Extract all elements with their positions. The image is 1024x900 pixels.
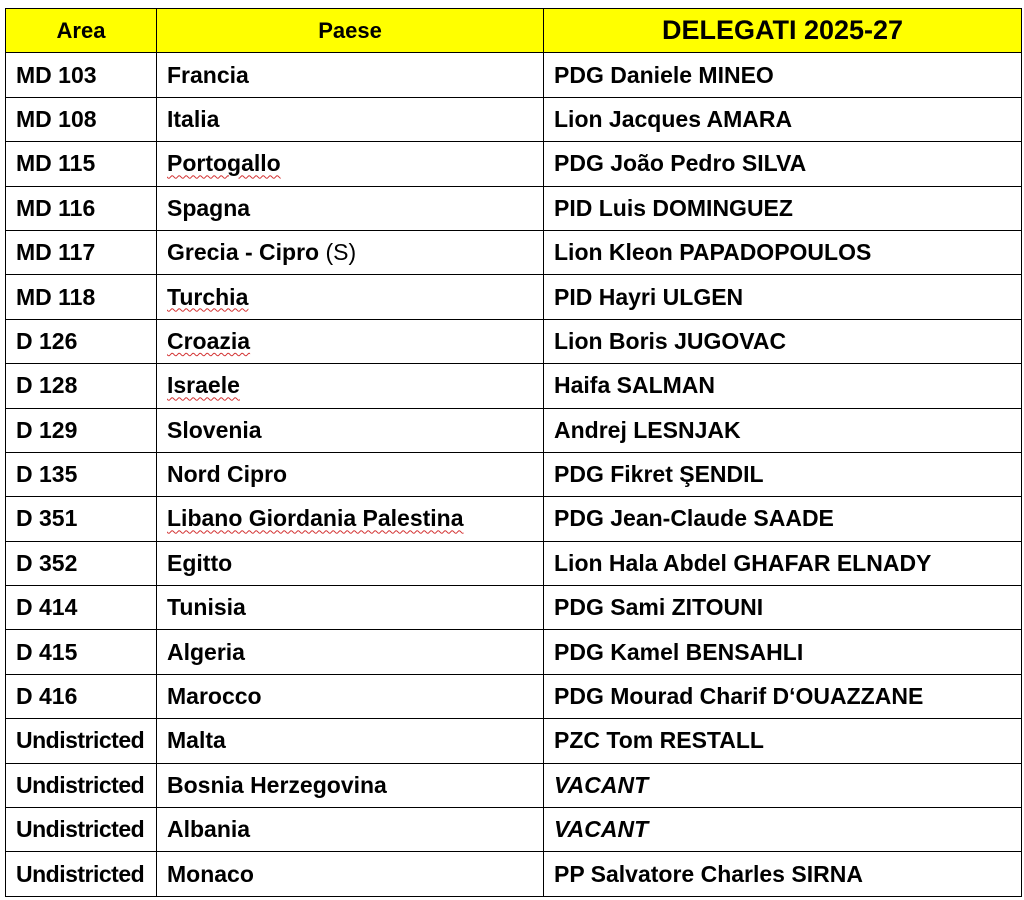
area-cell: D 416 bbox=[6, 674, 157, 718]
paese-cell bbox=[157, 586, 544, 630]
table-row bbox=[6, 364, 1022, 408]
paese-name: Israele bbox=[167, 372, 240, 399]
area-cell: D 126 bbox=[6, 319, 157, 363]
area-cell: D 351 bbox=[6, 497, 157, 541]
area-cell: D 129 bbox=[6, 408, 157, 452]
table-row bbox=[6, 586, 1022, 630]
paese-cell bbox=[157, 97, 544, 141]
delegate-cell: PDG Daniele MINEO bbox=[544, 53, 1022, 97]
paese-name: Grecia - Cipro bbox=[167, 239, 320, 266]
delegati-header: DELEGATI 2025-27 bbox=[544, 9, 1022, 53]
paese-name: Egitto bbox=[167, 549, 233, 576]
delegate-cell: PDG Sami ZITOUNI bbox=[544, 586, 1022, 630]
delegate-cell: Lion Kleon PAPADOPOULOS bbox=[544, 230, 1022, 274]
table-row bbox=[6, 97, 1022, 141]
delegate-cell: Lion Jacques AMARA bbox=[544, 97, 1022, 141]
paese-cell bbox=[157, 719, 544, 763]
paese-cell bbox=[157, 275, 544, 319]
table-row bbox=[6, 630, 1022, 674]
table-row bbox=[6, 808, 1022, 852]
delegate-cell: PDG Fikret ŞENDIL bbox=[544, 452, 1022, 496]
paese-name: Portogallo bbox=[167, 150, 281, 177]
table-row bbox=[6, 53, 1022, 97]
delegate-cell: PID Hayri ULGEN bbox=[544, 275, 1022, 319]
paese-header: Paese bbox=[157, 9, 544, 53]
table-row bbox=[6, 763, 1022, 807]
delegate-cell: Andrej LESNJAK bbox=[544, 408, 1022, 452]
paese-name: Malta bbox=[167, 727, 226, 754]
paese-suffix: (S) bbox=[325, 239, 357, 266]
vacant-delegate-cell: VACANT bbox=[544, 808, 1022, 852]
delegate-cell: PDG Mourad Charif D‘OUAZZANE bbox=[544, 674, 1022, 718]
area-cell: Undistricted bbox=[6, 852, 157, 896]
area-header: Area bbox=[6, 9, 157, 53]
paese-name: Monaco bbox=[167, 860, 254, 887]
paese-cell bbox=[157, 674, 544, 718]
table-row bbox=[6, 142, 1022, 186]
table-row bbox=[6, 186, 1022, 230]
area-cell: MD 117 bbox=[6, 230, 157, 274]
area-cell: D 352 bbox=[6, 541, 157, 585]
area-cell: D 415 bbox=[6, 630, 157, 674]
table-row bbox=[6, 719, 1022, 763]
header-row bbox=[6, 9, 1022, 53]
table-row bbox=[6, 852, 1022, 896]
table-row bbox=[6, 674, 1022, 718]
area-cell: Undistricted bbox=[6, 719, 157, 763]
paese-name: Libano Giordania Palestina bbox=[167, 505, 464, 532]
area-cell: D 135 bbox=[6, 452, 157, 496]
area-cell: MD 115 bbox=[6, 142, 157, 186]
table-row bbox=[6, 275, 1022, 319]
paese-name: Spagna bbox=[167, 194, 251, 221]
delegates-table bbox=[5, 8, 1022, 897]
area-cell: MD 108 bbox=[6, 97, 157, 141]
area-cell: MD 103 bbox=[6, 53, 157, 97]
delegate-cell: PDG Jean-Claude SAADE bbox=[544, 497, 1022, 541]
paese-name: Turchia bbox=[167, 283, 249, 310]
delegate-cell: PDG João Pedro SILVA bbox=[544, 142, 1022, 186]
table-row bbox=[6, 319, 1022, 363]
delegate-cell: PZC Tom RESTALL bbox=[544, 719, 1022, 763]
table-body bbox=[6, 53, 1022, 896]
paese-name: Francia bbox=[167, 61, 249, 88]
paese-cell bbox=[157, 852, 544, 896]
paese-name: Marocco bbox=[167, 683, 262, 710]
paese-cell bbox=[157, 541, 544, 585]
table-row bbox=[6, 408, 1022, 452]
paese-name: Albania bbox=[167, 816, 251, 843]
delegate-cell: Lion Boris JUGOVAC bbox=[544, 319, 1022, 363]
table-row bbox=[6, 497, 1022, 541]
paese-name: Bosnia Herzegovina bbox=[167, 771, 387, 798]
paese-cell bbox=[157, 142, 544, 186]
vacant-delegate-cell: VACANT bbox=[544, 763, 1022, 807]
paese-cell bbox=[157, 364, 544, 408]
paese-cell bbox=[157, 408, 544, 452]
area-cell: Undistricted bbox=[6, 808, 157, 852]
paese-cell bbox=[157, 630, 544, 674]
paese-name: Slovenia bbox=[167, 416, 262, 443]
delegate-cell: Haifa SALMAN bbox=[544, 364, 1022, 408]
paese-cell bbox=[157, 186, 544, 230]
delegate-cell: PP Salvatore Charles SIRNA bbox=[544, 852, 1022, 896]
paese-cell bbox=[157, 452, 544, 496]
area-cell: D 414 bbox=[6, 586, 157, 630]
paese-name: Croazia bbox=[167, 327, 251, 354]
area-cell: Undistricted bbox=[6, 763, 157, 807]
paese-cell bbox=[157, 319, 544, 363]
paese-cell bbox=[157, 808, 544, 852]
table-row bbox=[6, 541, 1022, 585]
delegate-cell: Lion Hala Abdel GHAFAR ELNADY bbox=[544, 541, 1022, 585]
paese-name: Nord Cipro bbox=[167, 461, 288, 488]
paese-cell bbox=[157, 230, 544, 274]
paese-cell bbox=[157, 497, 544, 541]
paese-cell bbox=[157, 53, 544, 97]
area-cell: MD 116 bbox=[6, 186, 157, 230]
paese-name: Italia bbox=[167, 105, 220, 132]
area-cell: MD 118 bbox=[6, 275, 157, 319]
paese-cell bbox=[157, 763, 544, 807]
table-row bbox=[6, 230, 1022, 274]
delegate-cell: PDG Kamel BENSAHLI bbox=[544, 630, 1022, 674]
delegate-cell: PID Luis DOMINGUEZ bbox=[544, 186, 1022, 230]
table-row bbox=[6, 452, 1022, 496]
area-cell: D 128 bbox=[6, 364, 157, 408]
paese-name: Tunisia bbox=[167, 594, 246, 621]
paese-name: Algeria bbox=[167, 638, 245, 665]
